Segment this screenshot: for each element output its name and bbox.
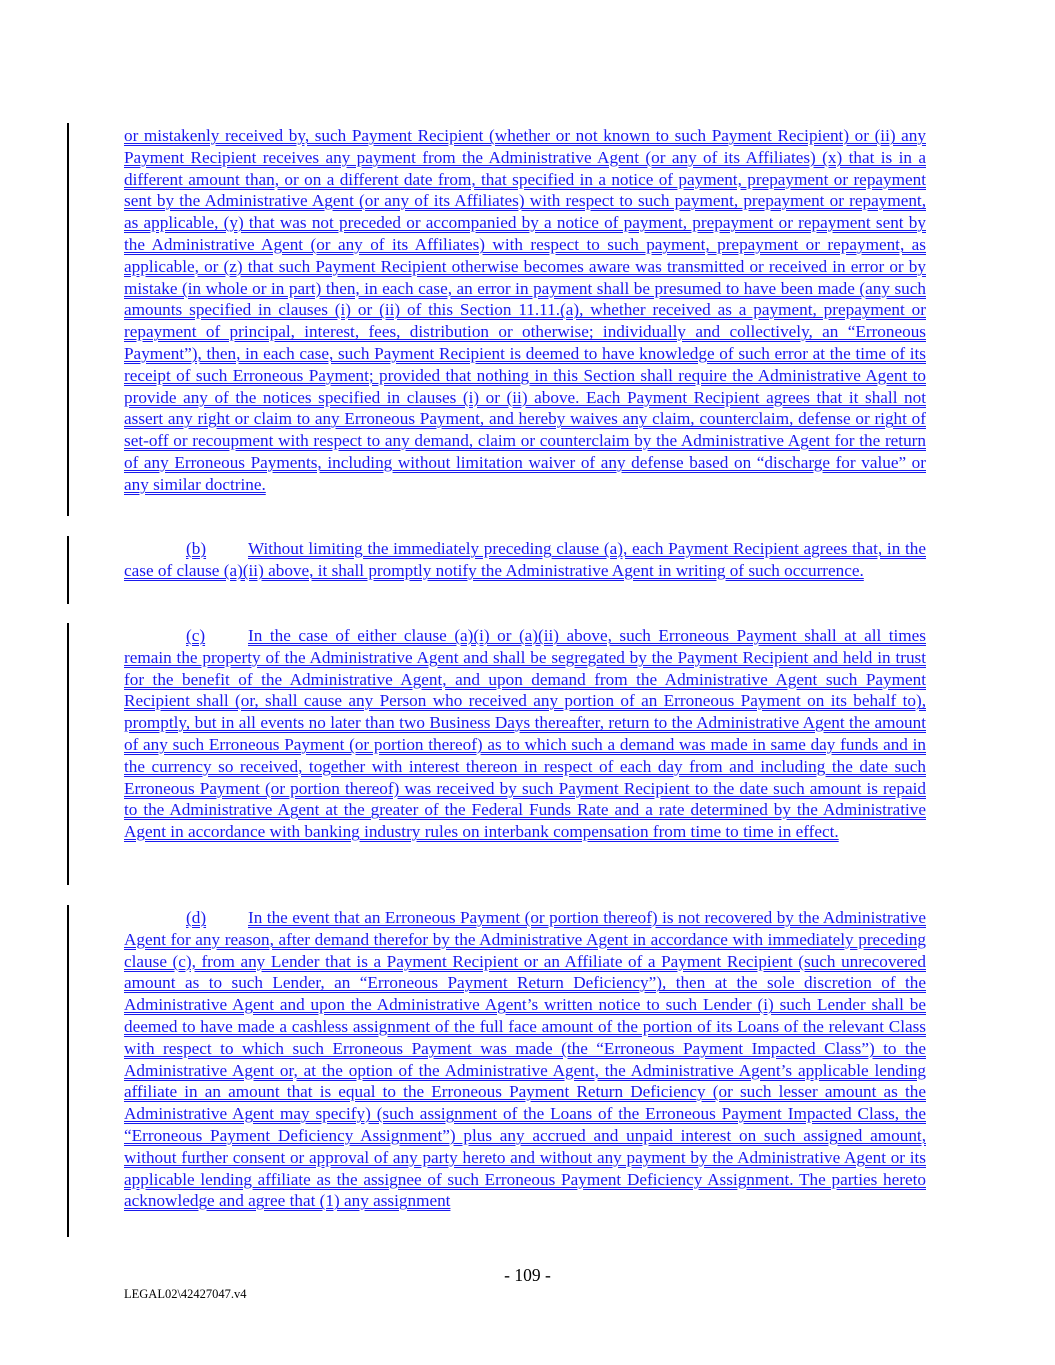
document-id: LEGAL02\42427047.v4 <box>124 1287 247 1301</box>
clause-label: (c) <box>186 626 206 645</box>
clause-label: (d) <box>186 908 207 927</box>
paragraph-text: In the case of either clause (a)(i) or (a)(ii) above, such Erroneous Payment shall at all times remain the property of the Administrative Agent and shall be segregated by the Payment Recipient and held in trust for the benefit of the Administrative Agent, and upon demand from the Administrative Agent such Payment Recipient shall (or, shall cause any Person who received any portion of an Erroneous Payment on its behalf to), promptly, but in all events no later than two Business Days thereafter, return to the Administrative Agent the amount of any such Erroneous Payment (or portion thereof) as to which such a demand was made in same day funds and in the currency so received, together with interest thereon in respect of each day from and including the date such Erroneous Payment (or portion thereof) was received by such Payment Recipient to the date such amount is repaid to the Administrative Agent at the greater of the Federal Funds Rate and a rate determined by the Administrative Agent in accordance with banking industry rules on interbank compensation from time to time in effect. <box>124 626 926 842</box>
paragraph-text: or mistakenly received by, such Payment Recipient (whether or not known to such Payment Recipient) or (ii) any Payment Recipient receives any payment from the Administrative Agent (or any of its Affiliates) (x) that is in a different amount than, or on a different date from, that specified in a notice of payment, prepayment or repayment sent by the Administrative Agent (or any of its Affiliates) with respect to such payment, prepayment or repayment, as applicable, (y) that was not preceded or accompanied by a notice of payment, prepayment or repayment sent by the Administrative Agent (or any of its Affiliates) with respect to such payment, prepayment or repayment, as applicable, or (z) that such Payment Recipient otherwise becomes aware was transmitted or received in error or by mistake (in whole or in part) then, in each case, an error in payment shall be presumed to have been made (any such amounts specified in clauses (i) or (ii) of this Section 11.11.(a), whether received as a payment, prepayment or repayment of principal, interest, fees, distribution or otherwise; individually and collectively, an “Erroneous Payment”), then, in each case, such Payment Recipient is deemed to have knowledge of such error at the time of its receipt of such Erroneous Payment; provided that nothing in this Section shall require the Administrative Agent to provide any of the notices specified in clauses (i) or (ii) above. Each Payment Recipient agrees that it shall not assert any right or claim to any Erroneous Payment, and hereby waives any claim, counterclaim, defense or right of set-off or recoupment with respect to any demand, claim or counterclaim by the Administrative Agent for the return of any Erroneous Payments, including without limitation waiver of any defense based on “discharge for value” or any similar doctrine. <box>124 126 926 494</box>
change-bar <box>67 123 69 516</box>
paragraph-text: Without limiting the immediately preceding clause (a), each Payment Recipient agrees that, in the case of clause (a)(ii) above, it shall promptly notify the Administrative Agent in writing of such occurrence. <box>124 539 926 580</box>
change-bar <box>67 623 69 885</box>
paragraph-d <box>124 907 926 1212</box>
paragraph-c <box>124 625 926 843</box>
clause-label: (b) <box>186 539 207 558</box>
paragraph-b <box>124 538 926 582</box>
paragraph-a-continuation <box>124 125 926 496</box>
page-number: - 109 - <box>504 1265 551 1285</box>
change-bar <box>67 905 69 1237</box>
paragraph-text: In the event that an Erroneous Payment (or portion thereof) is not recovered by the Administrative Agent for any reason, after demand therefor by the Administrative Agent in accordance with immediately preceding clause (c), from any Lender that is a Payment Recipient or an Affiliate of a Payment Recipient (such unrecovered amount as to such Lender, an “Erroneous Payment Return Deficiency”), then at the sole discretion of the Administrative Agent and upon the Administrative Agent’s written notice to such Lender (i) such Lender shall be deemed to have made a cashless assignment of the full face amount of the portion of its Loans of the relevant Class with respect to which such Erroneous Payment was made (the “Erroneous Payment Impacted Class”) to the Administrative Agent or, at the option of the Administrative Agent, the Administrative Agent’s applicable lending affiliate in an amount that is equal to the Erroneous Payment Return Deficiency (or such lesser amount as the Administrative Agent may specify) (such assignment of the Loans of the Erroneous Payment Impacted Class, the “Erroneous Payment Deficiency Assignment”) plus any accrued and unpaid interest on such assigned amount, without further consent or approval of any party hereto and without any payment by the Administrative Agent or its applicable lending affiliate as the assignee of such Erroneous Payment Deficiency Assignment. The parties hereto acknowledge and agree that (1) any assignment <box>124 908 926 1211</box>
change-bar <box>67 536 69 604</box>
